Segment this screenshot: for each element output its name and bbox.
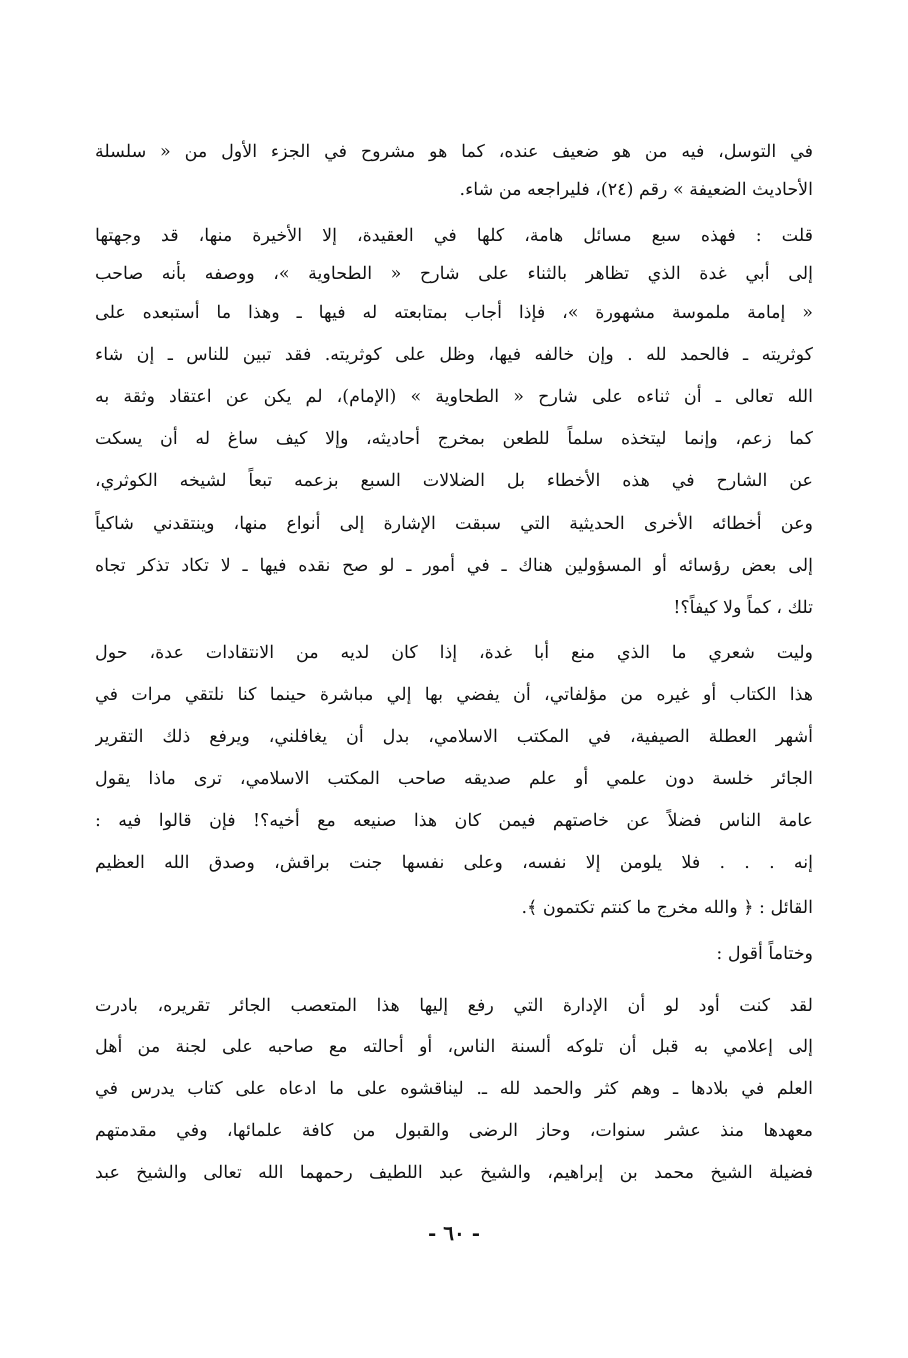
text-line: إلى إعلامي به قبل أن تلوكه ألسنة الناس، أو أحالته مع صاحبه على لجنة من أهل <box>95 1037 813 1057</box>
text-line: العلم في بلادها ـ وهم كثر والحمد لله ـ. ليناقشوه على ما ادعاه على كتاب يدرس في <box>95 1079 813 1099</box>
text-line: تلك ، كماً ولا كيفاً؟! <box>673 598 813 618</box>
text-line: « إمامة ملموسة مشهورة »، فإذا أجاب بمتابعته له فيها ـ وهذا ما أستبعده على <box>95 303 813 323</box>
text-line: الأحاديث الضعيفة » رقم (٢٤)، فليراجعه من شاء. <box>459 180 813 200</box>
text-line: هذا الكتاب أو غيره من مؤلفاتي، أن يفضي بها إلي مباشرة حينما كنا نلتقي مرات في <box>95 685 813 705</box>
text-line: في التوسل، فيه من هو ضعيف عنده، كما هو مشروح في الجزء الأول من « سلسلة <box>95 142 813 162</box>
text-line: الجائر خلسة دون علمي أو علم صديقه صاحب المكتب الاسلامي، ترى ماذا يقول <box>95 769 813 789</box>
text-line: فضيلة الشيخ محمد بن إبراهيم، والشيخ عبد اللطيف رحمهما الله تعالى والشيخ عبد <box>95 1163 813 1183</box>
text-line: عامة الناس فضلاً عن خاصتهم فيمن كان هذا صنيعه مع أخيه؟! فإن قالوا فيه : <box>95 811 813 831</box>
text-line: القائل : ﴿ والله مخرج ما كنتم تكتمون ﴾. <box>521 898 813 918</box>
text-line: أشهر العطلة الصيفية، في المكتب الاسلامي، بدل أن يغافلني، ويرفع ذلك التقرير <box>95 727 813 747</box>
text-line: إلى أبي غدة الذي تظاهر بالثناء على شارح « الطحاوية »، ووصفه بأنه صاحب <box>95 264 813 284</box>
text-line: وعن أخطائه الأخرى الحديثية التي سبقت الإشارة إلى أنواع منها، وينتقدني شاكياً <box>95 514 813 534</box>
text-line: إنه . . . فلا يلومن إلا نفسه، وعلى نفسها جنت براقش، وصدق الله العظيم <box>95 853 813 873</box>
text-line: قلت : فهذه سبع مسائل هامة، كلها في العقيدة، إلا الأخيرة منها، قد وجهتها <box>95 226 813 246</box>
text-line: وليت شعري ما الذي منع أبا غدة، إذا كان لديه من الانتقادات عدة، حول <box>95 643 813 663</box>
text-line: لقد كنت أود لو أن الإدارة التي رفع إليها هذا المتعصب الجائر تقريره، بادرت <box>95 996 813 1016</box>
text-line: كوثريته ـ فالحمد لله . وإن خالفه فيها، وظل على كوثريته. فقد تبين للناس ـ إن شاء <box>95 345 813 365</box>
text-line: إلى بعض رؤسائه أو المسؤولين هناك ـ في أمور ـ لو صح نقده فيها ـ لا تكاد تذكر تجاه <box>95 556 813 576</box>
text-line: الله تعالى ـ أن ثناءه على شارح « الطحاوية » (الإمام)، لم يكن عن اعتقاد وثقة به <box>95 387 813 407</box>
text-line: كما زعم، وإنما ليتخذه سلماً للطعن بمخرج أحاديثه، وإلا كيف ساغ له أن يسكت <box>95 429 813 449</box>
text-line: وختاماً أقول : <box>716 944 813 964</box>
page-number: - ٦٠ - <box>427 1221 480 1245</box>
text-line: عن الشارح في هذه الأخطاء بل الضلالات السبع بزعمه تبعاً لشيخه الكوثري، <box>95 471 813 491</box>
text-line: معهدها منذ عشر سنوات، وحاز الرضى والقبول من كافة علمائها، وفي مقدمتهم <box>95 1121 813 1141</box>
